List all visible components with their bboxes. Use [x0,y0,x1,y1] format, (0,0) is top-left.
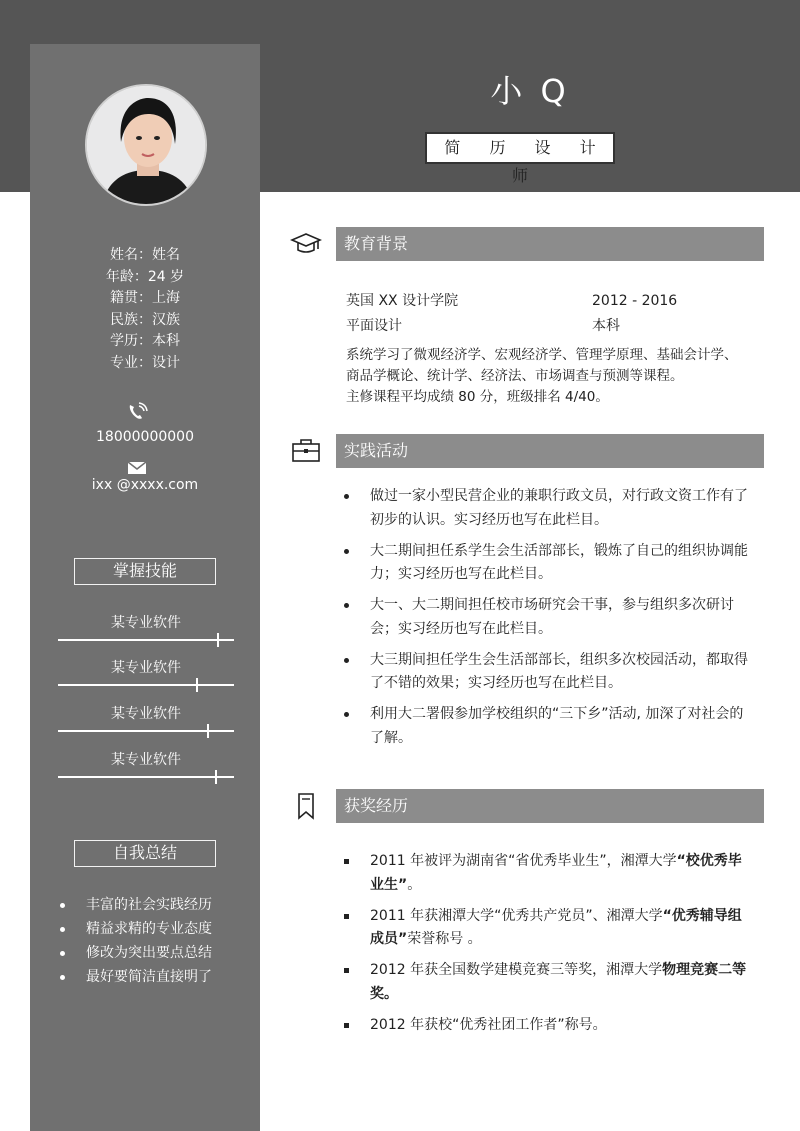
award-text-end: 荣誉称号 。 [407,931,482,947]
info-row-major [30,353,260,375]
practice-list [342,485,754,758]
avatar [85,84,207,206]
award-highlight: 物理竞赛二等奖。 [370,962,747,1002]
skill-bar [58,639,234,641]
email-address: ixx @xxxx.com [91,477,199,493]
education-row [346,314,756,339]
awards-list [342,850,754,1045]
summary-list [58,893,258,989]
education-description [346,345,756,408]
skill-item [58,658,234,686]
skill-level-marker [196,678,198,692]
avatar-portrait-icon [87,86,207,206]
personal-info [30,245,260,375]
skill-bar [58,776,234,778]
info-value: 姓名 [152,247,180,263]
list-item: 最好要简洁直接明了 [58,965,258,989]
education-desc-line: 商品学概论、统计学、经济法、市场调查与预测等课程。 [346,368,684,384]
education-row [346,289,756,314]
award-highlight: “优秀辅导组成员” [370,907,742,947]
study-years: 2012 - 2016 [592,293,678,309]
info-value: 设计 [152,354,180,371]
skill-item [58,704,234,732]
award-text: 2011 年被评为湖南省“省优秀毕业生”，湘潭大学 [370,853,677,869]
skill-level-marker [217,633,219,647]
info-label: 民族： [110,311,152,328]
list-item [342,1014,754,1038]
info-row-ethnicity [30,310,260,332]
education-desc-line: 系统学习了微观经济学、宏观经济学、管理学原理、基础会计学、 [346,347,738,363]
skill-label: 某专业软件 [111,706,181,722]
job-title: 简 历 设 计 师 [425,132,615,164]
list-item: 修改为突出要点总结 [58,941,258,965]
list-item [342,850,754,897]
info-row-origin [30,288,260,310]
candidate-name: 小 Q [490,72,570,110]
info-value: 24 岁 [147,268,185,285]
info-label: 专业： [110,354,152,371]
skills-heading: 掌握技能 [74,558,216,585]
list-item: 大三期间担任学生会生活部部长，组织多次校园活动，都取得了不错的效果；实习经历也写在此栏目。 [342,649,754,696]
info-value: 本科 [152,333,180,350]
award-highlight: “校优秀毕业生” [370,853,742,893]
major-name: 平面设计 [346,318,402,334]
list-item: 精益求精的专业态度 [58,917,258,941]
education-heading: 教育背景 [336,227,764,261]
skill-level-marker [207,724,209,738]
award-text: 2011 年获湘潭大学“优秀共产党员”、湘潭大学 [370,907,663,924]
info-row-age [30,267,260,289]
skill-label: 某专业软件 [111,615,181,631]
list-item: 丰富的社会实践经历 [58,893,258,917]
list-item: 利用大二署假参加学校组织的“三下乡”活动, 加深了对社会的了解。 [342,703,754,750]
skill-label: 某专业软件 [111,660,181,676]
skill-item [58,750,234,778]
skill-item [58,613,234,641]
info-value: 上海 [152,290,180,307]
list-item: 做过一家小型民营企业的兼职行政文员，对行政文资工作有了初步的认识。实习经历也写在此栏目。 [342,485,754,532]
education-desc-line: 主修课程平均成绩 80 分，班级排名 4/40。 [346,389,609,405]
phone-icon [125,402,149,422]
school-name: 英国 XX 设计学院 [346,293,459,309]
graduation-cap-icon [290,230,322,258]
info-label: 学历： [110,333,152,350]
info-row-name [30,245,260,267]
bookmark-icon [290,792,322,820]
info-value: 汉族 [152,311,180,328]
list-item [342,905,754,952]
skill-bar [58,730,234,732]
practice-heading: 实践活动 [336,434,764,468]
education-details [346,289,756,339]
awards-heading: 获奖经历 [336,789,764,823]
info-label: 姓名： [110,247,152,263]
info-label: 年龄： [105,268,148,285]
mail-icon [125,458,149,478]
degree: 本科 [592,318,620,334]
award-text: 2012 年获校“优秀社团工作者”称号。 [370,1016,607,1033]
skill-level-marker [215,770,217,784]
skill-label: 某专业软件 [111,752,181,768]
info-label: 籍贯： [110,290,152,307]
award-text: 2012 年获全国数学建模竞赛三等奖，湘潭大学 [370,962,663,978]
skill-bar [58,684,234,686]
phone-number: 18000000000 [96,429,194,445]
briefcase-icon [290,437,322,465]
list-item: 大一、大二期间担任校市场研究会干事，参与组织多次研讨会；实习经历也写在此栏目。 [342,594,754,641]
summary-heading: 自我总结 [74,840,216,867]
award-text-end: 。 [407,876,422,893]
list-item [342,959,754,1006]
list-item: 大二期间担任系学生会生活部部长，锻炼了自己的组织协调能力；实习经历也写在此栏目。 [342,540,754,587]
info-row-education [30,331,260,353]
